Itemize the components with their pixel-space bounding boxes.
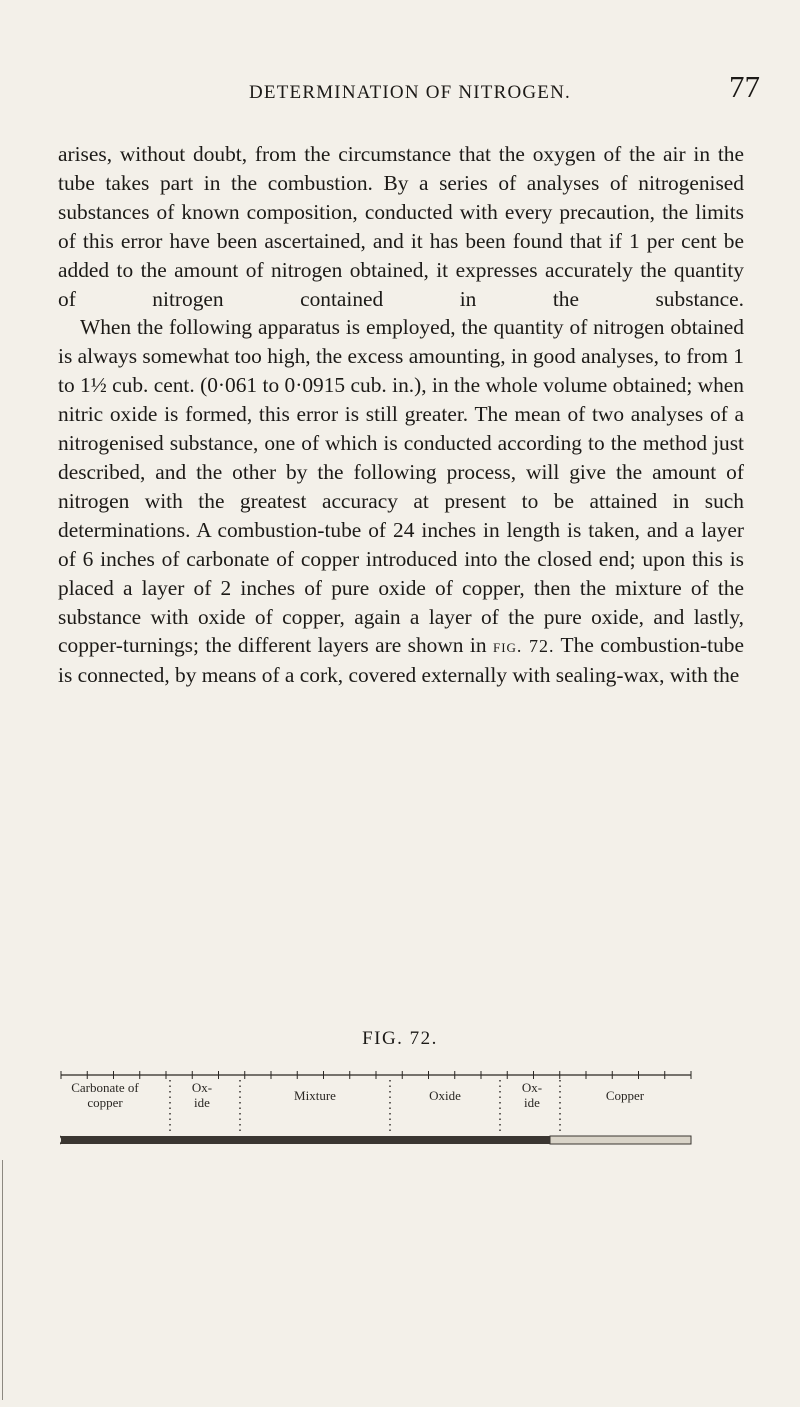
segment-label-oxide-3: [512, 1080, 552, 1110]
combustion-tube-figure: [60, 1058, 760, 1148]
paragraph-2: [58, 313, 744, 690]
segment-label-line: Copper: [605, 1088, 645, 1103]
layer-dividers: [170, 1080, 560, 1134]
tube-closed-end: [60, 1136, 61, 1144]
paragraph-2-text: When the following apparatus is employed, the quantity of nitrogen obtained is always somewhat too high, the excess amounting, in good analyses, to from 1 to 1½ cub. cent. (0·061 to 0·0915 cub. in.), in the whole volume obtained; when nitric oxide is formed, this error is still greater. The mean of two analyses of a nitrogenised substance, one of which is conducted according to the method just described, and the other by the following process, will give the amount of nitrogen with the greatest accuracy at present to be attained in such determinations. A combustion-tube of 24 inches in length is taken, and a layer of 6 inches of carbonate of copper introduced into the closed end; upon this is placed a layer of 2 inches of pure oxide of copper, then the mixture of the substance with oxide of copper, again a layer of the pure oxide, and lastly, copper-turnings; the different layers are shown in: [58, 315, 744, 658]
running-head: [60, 68, 760, 108]
combustion-tube-diagram: [60, 1058, 760, 1148]
segment-label-oxide-1: [182, 1080, 222, 1110]
segment-label-oxide-2: [405, 1088, 485, 1103]
segment-label-line: Carbonate of: [71, 1080, 139, 1095]
segment-label-line: copper: [87, 1095, 123, 1110]
page-number: 77: [729, 69, 760, 104]
figure-caption: FIG. 72.: [362, 1028, 438, 1049]
paragraph-1: [58, 140, 744, 313]
segment-label-line: ide: [194, 1095, 210, 1110]
segment-label-line: Ox-: [521, 1080, 543, 1095]
segment-label-line: Mixture: [294, 1088, 336, 1103]
figure-reference: fig. 72.: [492, 636, 555, 657]
tube-open-end: [550, 1136, 691, 1144]
paragraph-2-continuation: The combustion-tube is connected, by means of a cork, covered externally with sealing-wax, with the: [58, 633, 745, 688]
segment-label-line: Oxide: [429, 1088, 461, 1103]
segment-label-line: Ox-: [191, 1080, 213, 1095]
paragraph-1-text: arises, without doubt, from the circumstance that the oxygen of the air in the tube takes part in the combustion. By a series of analyses of nitrogenised substances of known composition, conducted with every precaution, the limits of this error have been ascertained, and it has been found that if 1 per cent be added to the amount of nitrogen obtained, it expresses accurately the quantity of nitrogen contained in the substance.: [58, 142, 744, 311]
segment-label-copper: [580, 1088, 670, 1103]
running-title: DETERMINATION OF NITROGEN.: [249, 82, 571, 103]
segment-label-line: ide: [524, 1095, 540, 1110]
scan-edge-line: [2, 1160, 3, 1400]
segment-label-carbonate: [60, 1080, 150, 1110]
segment-label-mixture: [270, 1088, 360, 1103]
body-text: [58, 140, 744, 690]
